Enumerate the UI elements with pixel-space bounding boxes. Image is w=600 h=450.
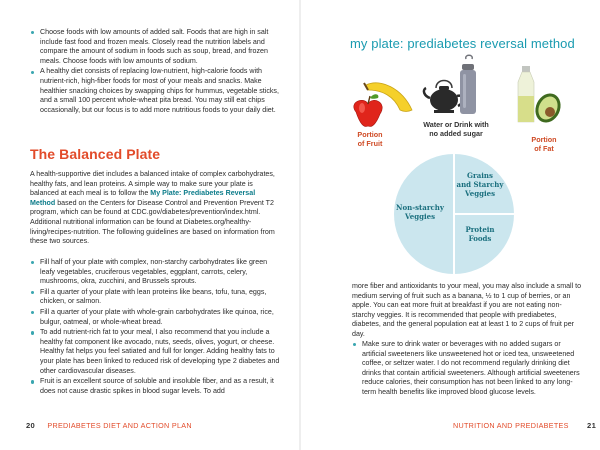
list-item: Fill half of your plate with complex, non-starchy carbohydrates like green leafy vegetables, cruciferous vegetables, eggplant, carrots, celery, mushrooms, okra, zucchini, and Brussels sprouts. bbox=[30, 258, 280, 287]
oil-bottle-icon bbox=[518, 66, 534, 122]
continued-paragraph: more fiber and antioxidants to your meal, you may also include a small to medium serving of fruit such as a banana, ½ to 1 cup of berries, or an apple. You can eat more fruit at breakfast if you are not eating non-starchy veggies. It is recommended that people with prediabetes, diabetes, and the general population eat at least 1 to 2 cups of fruit per day. bbox=[352, 282, 582, 338]
teapot-icon bbox=[424, 81, 463, 114]
caption-fat-line2: of Fat bbox=[534, 144, 554, 153]
right-footer bbox=[453, 421, 596, 430]
pie-label-grains-line2: and Starchy bbox=[456, 180, 504, 189]
list-item: A healthy diet consists of replacing low-nutrient, high-calorie foods with nutrient-rich, high-fiber foods for most of your meals and snacks. Make healthier snacking choices by swapping chips for hummus, vegetable sticks, and a small 100 percent whole-wheat pita bread. You may still eat chips occasionally, but our focus is to add more nutritious foods to your daily diet. bbox=[30, 67, 280, 115]
plate-illustration bbox=[340, 52, 580, 276]
list-item: Choose foods with low amounts of added salt. Foods that are high in salt include fast food and frozen meals. Closely read the nutrition labels and compare the amount of sodium in foods such as soup, bread, and frozen meals. Choose foods with low amounts of sodium. bbox=[30, 28, 280, 66]
list-item: To add nutrient-rich fat to your meal, I also recommend that you include a healthy fat component like avocado, nuts, seeds, olives, yogurt, or cheese. Healthy fat helps you feel satiated and full for longer. Adding healthy fats to your plate has been linked to reduced risk of developing type 2 diabetes and other cardiovascular diseases. bbox=[30, 328, 280, 376]
caption-fruit-line1: Portion bbox=[357, 130, 383, 139]
guideline-bullet-list bbox=[30, 258, 280, 397]
intro-paragraph bbox=[30, 170, 280, 247]
list-item: Fill a quarter of your plate with whole-grain carbohydrates like quinoa, rice, bulgur, oatmeal, or whole-wheat bread. bbox=[30, 308, 280, 327]
left-footer bbox=[26, 421, 192, 430]
list-item: Fill a quarter of your plate with lean proteins like beans, tofu, tuna, eggs, chicken, or salmon. bbox=[30, 288, 280, 307]
pie-label-grains-line1: Grains bbox=[467, 171, 493, 180]
apple-icon bbox=[354, 94, 382, 126]
caption-water-line2: no added sugar bbox=[429, 129, 483, 138]
pie-label-protein-line2: Foods bbox=[468, 234, 492, 243]
running-head: PREDIABETES DIET AND ACTION PLAN bbox=[47, 421, 192, 430]
caption-fat-line1: Portion bbox=[531, 135, 557, 144]
running-head: NUTRITION AND PREDIABETES bbox=[453, 421, 569, 430]
plate-title: my plate: prediabetes reversal method bbox=[350, 36, 575, 51]
section-heading: The Balanced Plate bbox=[30, 146, 161, 162]
page-number: 20 bbox=[26, 421, 36, 430]
page-number: 21 bbox=[587, 421, 597, 430]
right-bullet-list bbox=[352, 340, 584, 399]
caption-water-line1: Water or Drink with bbox=[423, 120, 489, 129]
avocado-icon bbox=[531, 89, 565, 126]
list-item: Make sure to drink water or beverages with no added sugars or artificial sweeteners like unsweetened hot or iced tea, unsweetened coffee, or seltzer water. I do not recommend regularly drinking diet drinks that contain artificial sweeteners. Although artificial sweeteners reduce calories, their consumption has not been linked to any long-term health benefits like improved blood glucose levels. bbox=[352, 340, 584, 398]
pie-label-non-starchy-line1: Non-starchy bbox=[396, 203, 444, 212]
caption-fruit-line2: of Fruit bbox=[357, 139, 383, 148]
plate-pie-icon bbox=[394, 154, 514, 274]
pie-label-non-starchy-line2: Veggies bbox=[404, 212, 436, 221]
intro-text-before: A health-supportive diet includes a balanced intake of complex carbohydrates, healthy fats, and lean proteins. A simple way to make sure your plate is balanced at each meal is to follow the bbox=[30, 170, 275, 198]
list-item: Fruit is an excellent source of soluble and insoluble fiber, and as a result, it does not cause drastic spikes in blood sugar levels. To add bbox=[30, 377, 280, 396]
pie-label-grains-line3: Veggies bbox=[464, 189, 496, 198]
intro-text-after: based on the Centers for Disease Control and Prevention Prevent T2 program, which can be found at CDC.gov/diabetes/prevention/index.html. Additional nutritional information can be found at Diabetes.org/healthy-living/recipes-nutrition. The following guidelines are based on information from these two sources. bbox=[30, 198, 275, 246]
intro-bold-link: My Plate: Prediabetes Reversal Method bbox=[30, 189, 256, 207]
top-bullet-list bbox=[30, 28, 280, 116]
water-bottle-icon bbox=[460, 55, 476, 114]
pie-label-protein-line1: Protein bbox=[465, 225, 495, 234]
